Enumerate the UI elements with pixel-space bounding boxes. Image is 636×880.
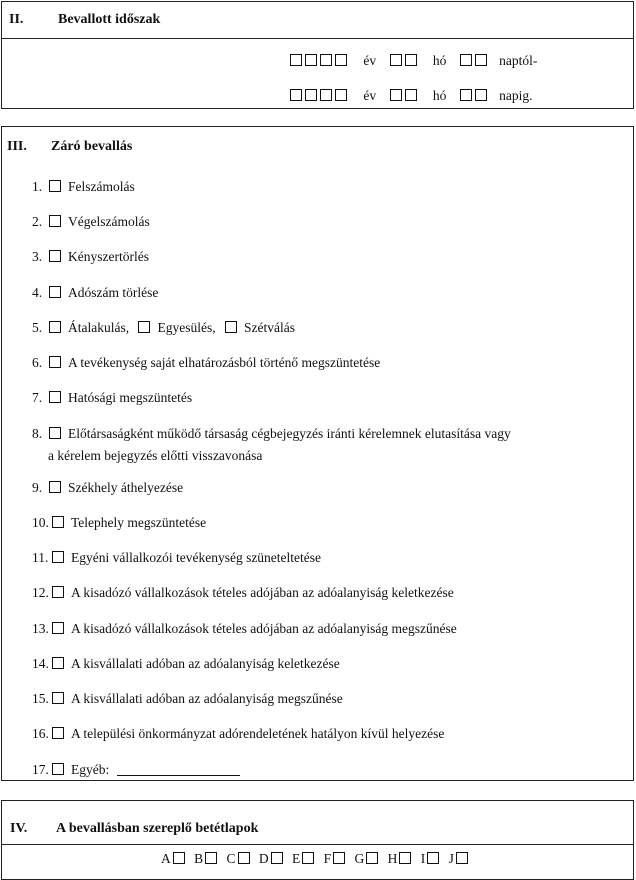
item-number: 1. <box>32 179 43 194</box>
section-reporting-period <box>1 1 634 109</box>
section-title: Záró bevallás <box>51 139 133 154</box>
option-item-4[interactable] <box>32 285 158 301</box>
letter-h: H <box>387 851 398 866</box>
option-item-8-continuation: a kérelem bejegyzés előtti visszavonása <box>48 448 263 463</box>
item-number: 11. <box>32 550 49 565</box>
item-label: A kisvállalati adóban az adóalanyiság keletkezése <box>71 656 340 671</box>
checkbox[interactable] <box>49 180 61 192</box>
letter-i: I <box>420 851 426 866</box>
checkbox-demerger[interactable] <box>225 321 237 333</box>
option-item-14[interactable] <box>32 656 340 672</box>
checkbox-merger[interactable] <box>138 321 150 333</box>
checkbox[interactable] <box>49 321 61 333</box>
checkbox[interactable] <box>52 622 64 634</box>
item-number: 16. <box>32 726 49 741</box>
option-item-2[interactable] <box>32 214 150 230</box>
option-item-8[interactable] <box>32 426 511 442</box>
to-day-boxes[interactable] <box>460 88 493 103</box>
option-item-13[interactable] <box>32 621 457 637</box>
month-unit-label: hó <box>432 53 447 68</box>
option-item-16[interactable] <box>32 726 444 742</box>
other-text-field[interactable] <box>117 763 240 776</box>
option-item-3[interactable] <box>32 249 149 265</box>
item-label: A tevékenység saját elhatározásból történő megszüntetése <box>68 355 381 370</box>
item-label: Átalakulás, <box>68 320 130 335</box>
letter-j: J <box>448 851 454 866</box>
section-header <box>2 801 633 845</box>
item-label: Felszámolás <box>68 179 135 194</box>
checkbox[interactable] <box>52 516 64 528</box>
year-unit-label: év <box>363 53 377 68</box>
item-number: 7. <box>32 390 43 405</box>
item-number: 5. <box>32 320 43 335</box>
item-label: Végelszámolás <box>68 214 150 229</box>
item-label-demerger: Szétválás <box>243 320 295 335</box>
option-item-6[interactable] <box>32 355 380 371</box>
item-number: 12. <box>32 585 49 600</box>
checkbox[interactable] <box>49 427 61 439</box>
from-month-boxes[interactable] <box>390 53 423 68</box>
period-to-row <box>290 88 533 104</box>
item-label-merger: Egyesülés, <box>157 320 216 335</box>
checkbox[interactable] <box>52 586 64 598</box>
checkbox-g[interactable] <box>366 852 378 864</box>
to-month-digit-2[interactable] <box>405 89 417 101</box>
item-label: Adószám törlése <box>68 285 159 300</box>
to-month-boxes[interactable] <box>390 88 423 103</box>
attachment-letters-row <box>161 851 474 867</box>
checkbox-c[interactable] <box>238 852 250 864</box>
section-number: IV. <box>10 821 28 836</box>
item-label: Hatósági megszüntetés <box>68 390 193 405</box>
letter-e: E <box>292 851 301 866</box>
option-item-5[interactable] <box>32 320 295 336</box>
option-item-1[interactable] <box>32 179 135 195</box>
to-year-boxes[interactable] <box>290 88 353 103</box>
checkbox-f[interactable] <box>333 852 345 864</box>
section-number: III. <box>7 139 27 154</box>
from-year-digit-4[interactable] <box>335 54 347 66</box>
checkbox[interactable] <box>49 250 61 262</box>
checkbox-j[interactable] <box>456 852 468 864</box>
option-item-17[interactable] <box>32 762 240 778</box>
item-label: Előtársaságként működő társaság cégbejegyzés iránti kérelemnek elutasítása vagy <box>68 426 511 441</box>
to-day-digit-2[interactable] <box>475 89 487 101</box>
to-month-digit-1[interactable] <box>390 89 402 101</box>
letter-b: B <box>194 851 204 866</box>
option-item-12[interactable] <box>32 585 454 601</box>
checkbox-h[interactable] <box>399 852 411 864</box>
item-number: 6. <box>32 355 43 370</box>
checkbox[interactable] <box>52 551 64 563</box>
checkbox-b[interactable] <box>205 852 217 864</box>
checkbox-d[interactable] <box>271 852 283 864</box>
item-number: 2. <box>32 214 43 229</box>
item-number: 13. <box>32 621 49 636</box>
item-label: Székhely áthelyezése <box>68 480 184 495</box>
checkbox[interactable] <box>49 481 61 493</box>
checkbox[interactable] <box>49 286 61 298</box>
day-to-label: napig. <box>499 88 533 103</box>
option-item-15[interactable] <box>32 691 343 707</box>
from-month-digit-2[interactable] <box>405 54 417 66</box>
section-title: A bevallásban szereplő betétlapok <box>56 821 259 836</box>
section-number: II. <box>9 12 24 27</box>
item-label: A települési önkormányzat adórendeletének hatályon kívül helyezése <box>71 726 445 741</box>
item-number: 10. <box>32 515 49 530</box>
item-label: Telephely megszüntetése <box>71 515 207 530</box>
item-label: A kisadózó vállalkozások tételes adójában az adóalanyiság megszűnése <box>71 621 457 636</box>
period-from-row <box>290 53 537 69</box>
item-label: Egyéb: <box>71 762 110 777</box>
to-year-digit-2[interactable] <box>305 89 317 101</box>
from-year-boxes[interactable] <box>290 53 353 68</box>
to-year-digit-4[interactable] <box>335 89 347 101</box>
checkbox-a[interactable] <box>173 852 185 864</box>
year-unit-label-2: év <box>363 88 377 103</box>
letter-d: D <box>258 851 269 866</box>
from-month-digit-1[interactable] <box>390 54 402 66</box>
to-year-digit-1[interactable] <box>290 89 302 101</box>
item-number: 3. <box>32 249 43 264</box>
item-label: A kisadózó vállalkozások tételes adójában az adóalanyiság keletkezése <box>71 585 454 600</box>
letter-g: G <box>354 851 365 866</box>
day-from-label: naptól- <box>499 53 538 68</box>
section-header <box>2 2 633 39</box>
checkbox[interactable] <box>52 727 64 739</box>
option-item-11[interactable] <box>32 550 321 566</box>
from-day-digit-2[interactable] <box>475 54 487 66</box>
item-number: 4. <box>32 285 43 300</box>
letter-c: C <box>226 851 236 866</box>
to-day-digit-1[interactable] <box>460 89 472 101</box>
item-number: 8. <box>32 426 43 441</box>
section-title: Bevallott időszak <box>58 12 161 27</box>
from-year-digit-1[interactable] <box>290 54 302 66</box>
option-item-10[interactable] <box>32 515 206 531</box>
to-year-digit-3[interactable] <box>320 89 332 101</box>
item-number: 17. <box>32 762 49 777</box>
item-number: 14. <box>32 656 49 671</box>
from-day-boxes[interactable] <box>460 53 493 68</box>
checkbox[interactable] <box>49 391 61 403</box>
section-attachments <box>1 800 634 880</box>
item-number: 9. <box>32 480 43 495</box>
checkbox[interactable] <box>49 356 61 368</box>
option-item-7[interactable] <box>32 390 192 406</box>
item-label: Egyéni vállalkozói tevékenység szüneteltetése <box>71 550 322 565</box>
checkbox[interactable] <box>52 763 64 775</box>
item-label: A kisvállalati adóban az adóalanyiság megszűnése <box>71 691 343 706</box>
checkbox[interactable] <box>49 215 61 227</box>
item-label: Kényszertörlés <box>68 249 149 264</box>
checkbox[interactable] <box>52 657 64 669</box>
item-number: 15. <box>32 691 49 706</box>
option-item-9[interactable] <box>32 480 183 496</box>
from-day-digit-1[interactable] <box>460 54 472 66</box>
letter-f: F <box>323 851 332 866</box>
checkbox-i[interactable] <box>427 852 439 864</box>
checkbox-e[interactable] <box>302 852 314 864</box>
checkbox[interactable] <box>52 692 64 704</box>
from-year-digit-3[interactable] <box>320 54 332 66</box>
month-unit-label-2: hó <box>432 88 447 103</box>
section-final-return <box>1 126 634 781</box>
from-year-digit-2[interactable] <box>305 54 317 66</box>
letter-a: A <box>161 851 171 866</box>
